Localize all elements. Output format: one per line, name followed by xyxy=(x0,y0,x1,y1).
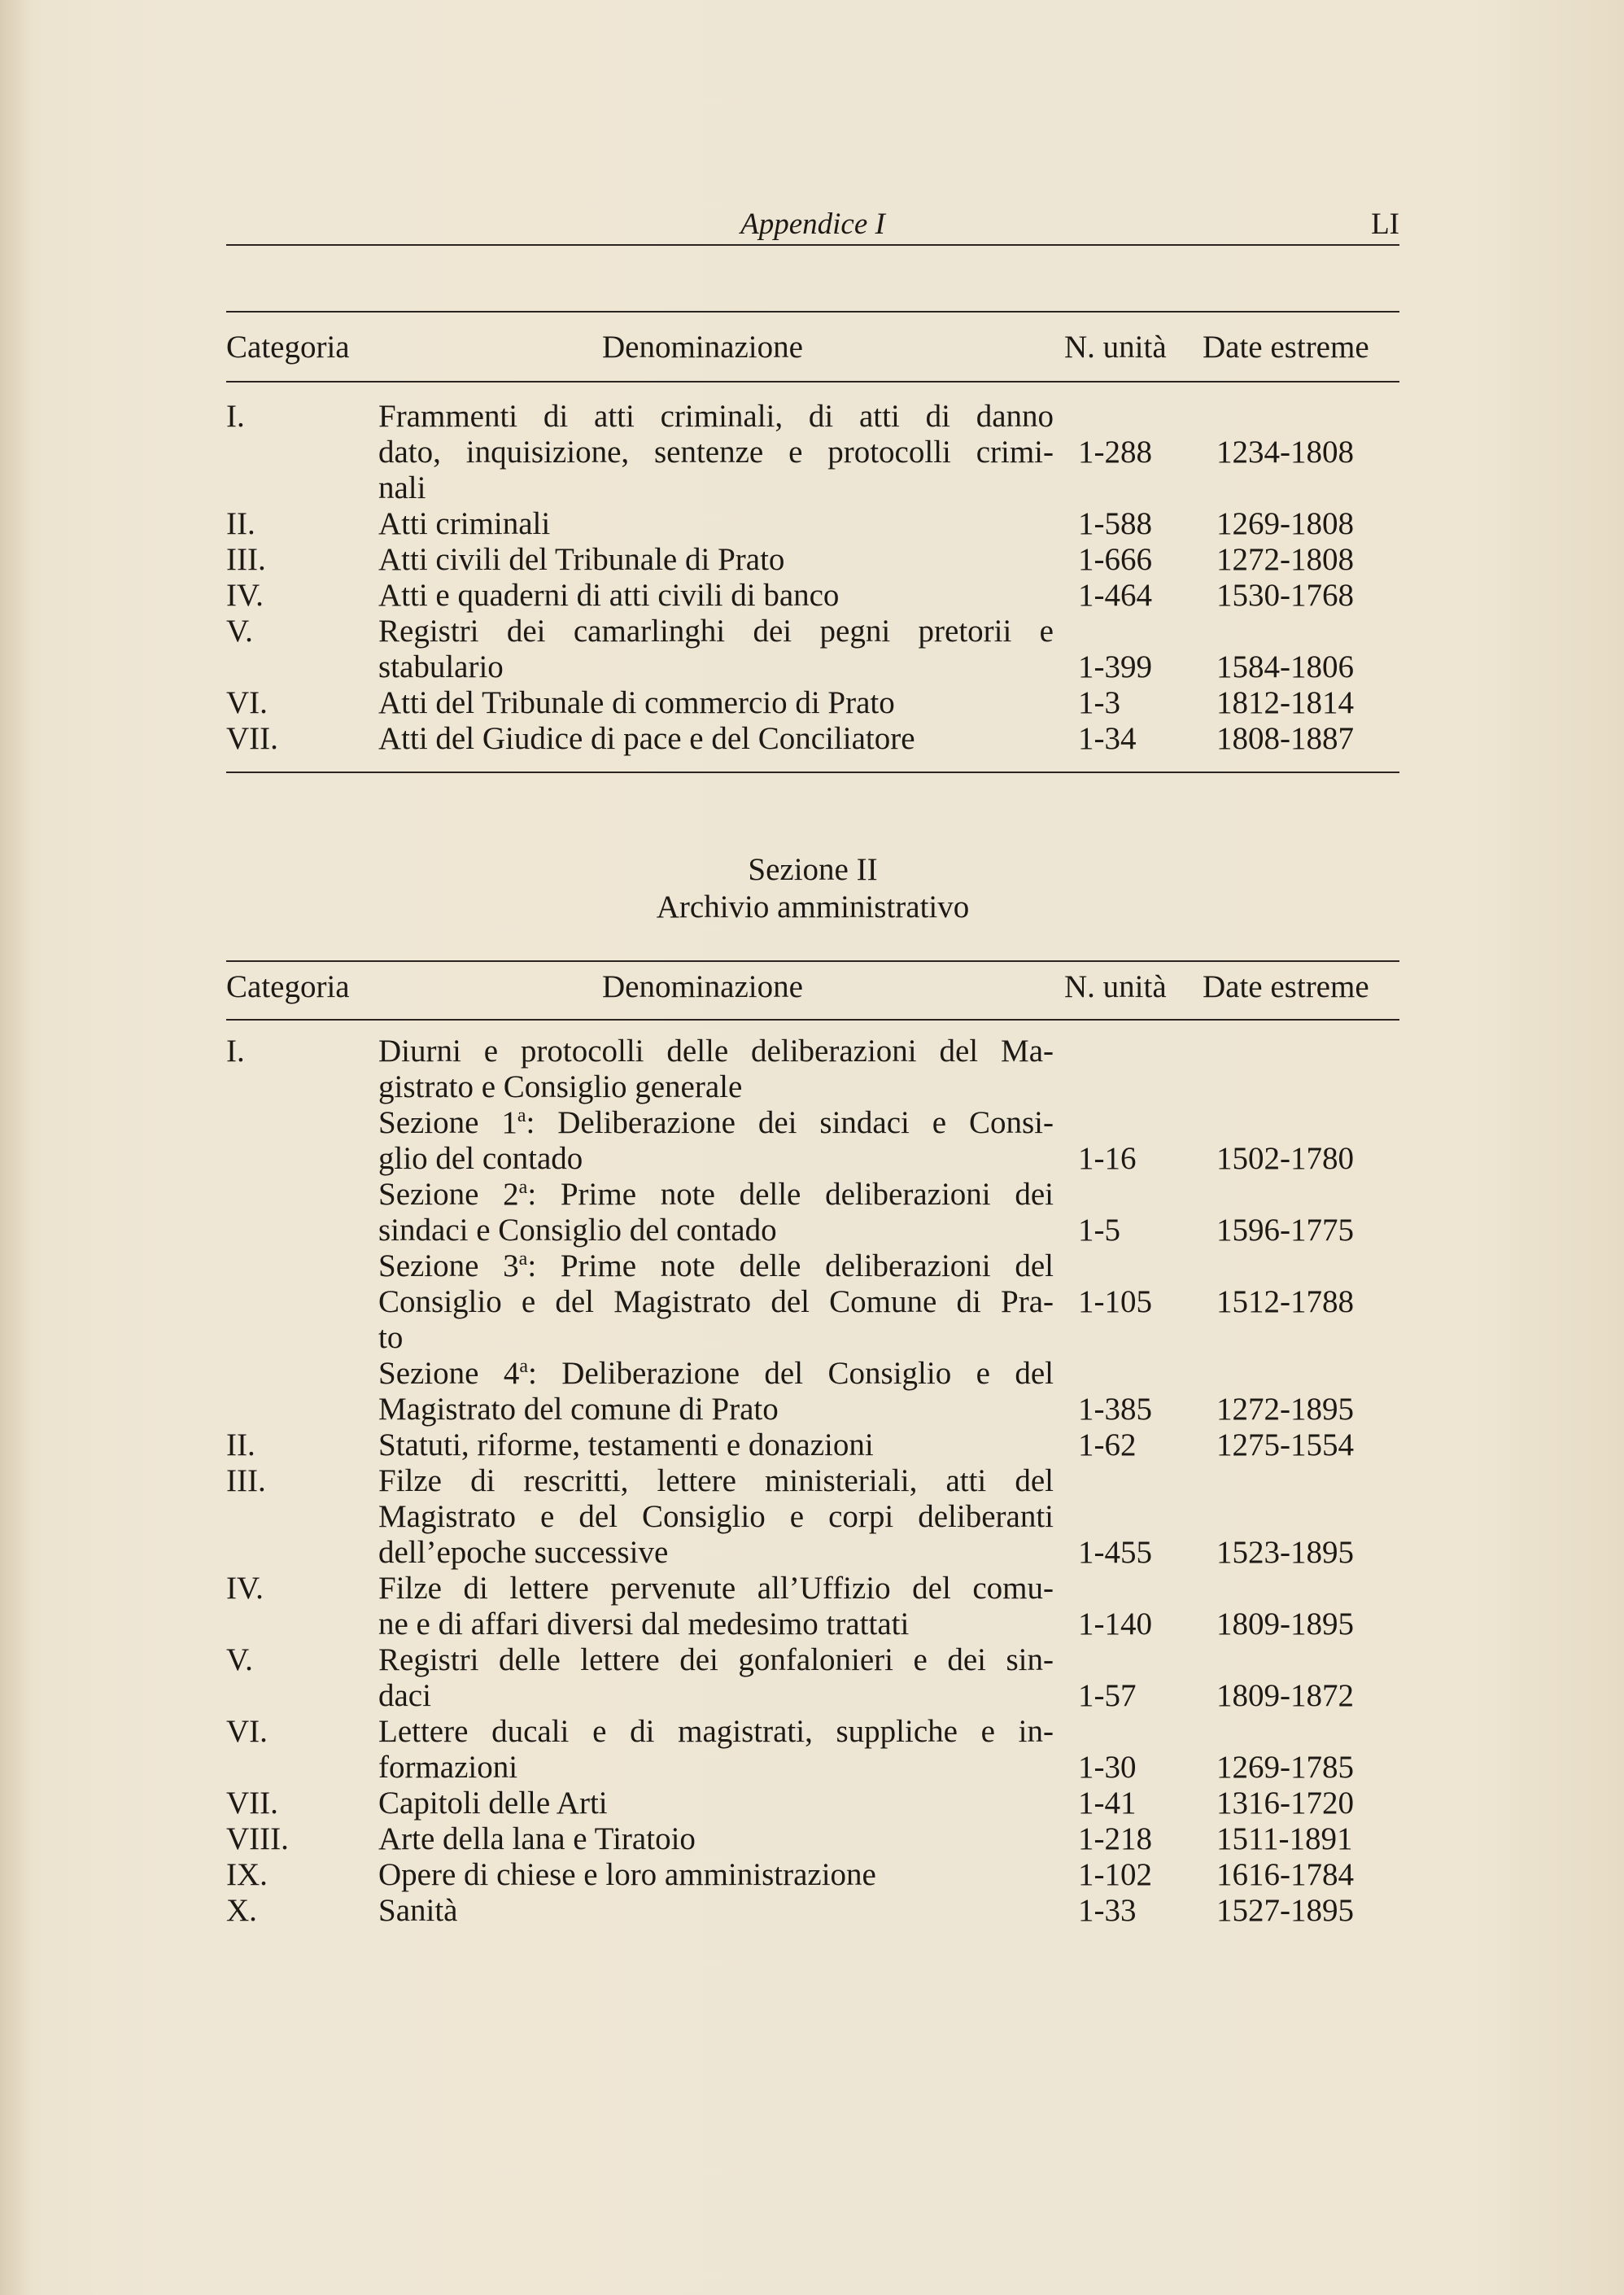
table-row xyxy=(226,506,1399,542)
row-denomination xyxy=(378,1893,1054,1929)
section-subtitle: Archivio amministrativo xyxy=(656,890,970,925)
row-category: II. xyxy=(226,1427,255,1462)
table1-header-category: Categoria xyxy=(226,330,350,365)
table-row xyxy=(226,1893,1399,1929)
table-row xyxy=(226,1248,1399,1356)
row-dates: 1809-1895 xyxy=(1216,1606,1354,1641)
denomination-line: Magistrato e del Consiglio e corpi deliberanti xyxy=(378,1499,1054,1534)
table2-header xyxy=(226,968,1399,1009)
section-title: Sezione II xyxy=(748,852,878,887)
table1-header xyxy=(226,329,1399,369)
row-units: 1-218 xyxy=(1078,1821,1152,1856)
row-category: II. xyxy=(226,506,255,541)
row-dates: 1523-1895 xyxy=(1216,1535,1354,1570)
denomination-line: stabulario xyxy=(378,649,504,684)
row-category: VI. xyxy=(226,1714,268,1749)
row-category: VI. xyxy=(226,685,268,720)
row-category: I. xyxy=(226,1034,245,1069)
denomination-line: glio del contado xyxy=(378,1141,583,1176)
table2-header-rule xyxy=(226,1019,1399,1021)
table-row xyxy=(226,399,1399,506)
table2-header-denomination: Denominazione xyxy=(602,969,803,1004)
row-units: 1-105 xyxy=(1078,1284,1152,1319)
table-row xyxy=(226,614,1399,685)
row-denomination xyxy=(378,1571,1054,1642)
row-denomination xyxy=(378,1821,1054,1857)
row-units: 1-455 xyxy=(1078,1535,1152,1570)
row-dates: 1511-1891 xyxy=(1216,1821,1353,1856)
table1-header-denomination: Denominazione xyxy=(602,330,803,365)
row-category: III. xyxy=(226,542,266,577)
row-units: 1-3 xyxy=(1078,685,1120,720)
row-units: 1-666 xyxy=(1078,542,1152,577)
table1-header-units: N. unità xyxy=(1064,330,1167,365)
row-denomination xyxy=(378,1642,1054,1714)
denomination-line: Capitoli delle Arti xyxy=(378,1786,608,1821)
row-category: I. xyxy=(226,399,245,434)
row-denomination xyxy=(378,1105,1054,1177)
denomination-line: nali xyxy=(378,470,426,505)
table-row xyxy=(226,1857,1399,1893)
row-category: V. xyxy=(226,1642,253,1677)
denomination-line: Filze di rescritti, lettere ministeriali, atti del xyxy=(378,1463,1054,1498)
denomination-line: gistrato e Consiglio generale xyxy=(378,1069,743,1104)
row-units: 1-62 xyxy=(1078,1427,1137,1462)
denomination-line: Consiglio e del Magistrato del Comune di Pra- xyxy=(378,1284,1054,1319)
denomination-line: Arte della lana e Tiratoio xyxy=(378,1821,696,1856)
row-category: VIII. xyxy=(226,1821,289,1856)
row-dates: 1527-1895 xyxy=(1216,1893,1354,1928)
denomination-line: dell’epoche successive xyxy=(378,1535,669,1570)
table-row xyxy=(226,1356,1399,1427)
denomination-line: dato, inquisizione, sentenze e protocolli crimi- xyxy=(378,435,1054,470)
row-dates: 1272-1808 xyxy=(1216,542,1354,577)
row-units: 1-288 xyxy=(1078,435,1152,470)
row-denomination xyxy=(378,1786,1054,1821)
denomination-line: Filze di lettere pervenute all’Uffizio del comu- xyxy=(378,1571,1054,1606)
row-units: 1-399 xyxy=(1078,649,1152,684)
denomination-line: Registri dei camarlinghi dei pegni pretorii e xyxy=(378,614,1054,649)
row-denomination xyxy=(378,506,1054,542)
table-row xyxy=(226,1105,1399,1177)
row-denomination xyxy=(378,1034,1054,1105)
table2-header-dates: Date estreme xyxy=(1203,969,1369,1004)
row-denomination xyxy=(378,1857,1054,1893)
row-denomination xyxy=(378,399,1054,506)
denomination-line: Sanità xyxy=(378,1893,458,1928)
table2-top-rule xyxy=(226,960,1399,962)
row-units: 1-30 xyxy=(1078,1750,1137,1785)
table-row xyxy=(226,1463,1399,1571)
row-denomination xyxy=(378,721,1054,757)
section-heading xyxy=(226,851,1399,926)
table1-body xyxy=(226,399,1399,757)
denomination-line: daci xyxy=(378,1678,431,1713)
row-units: 1-33 xyxy=(1078,1893,1137,1928)
table1-header-dates: Date estreme xyxy=(1203,330,1369,365)
denomination-line: Opere di chiese e loro amministrazione xyxy=(378,1857,876,1892)
row-dates: 1584-1806 xyxy=(1216,649,1354,684)
table-row xyxy=(226,1177,1399,1248)
row-dates: 1530-1768 xyxy=(1216,578,1354,613)
table-row xyxy=(226,685,1399,721)
table-row xyxy=(226,1034,1399,1105)
row-dates: 1812-1814 xyxy=(1216,685,1354,720)
table-row xyxy=(226,542,1399,578)
denomination-line: to xyxy=(378,1320,404,1355)
row-denomination xyxy=(378,685,1054,721)
denomination-line: Sezione 2$^a$: Prime note delle deliberazioni dei xyxy=(378,1177,1054,1212)
denomination-line: Registri delle lettere dei gonfalonieri e dei sin- xyxy=(378,1642,1054,1677)
table2-header-category: Categoria xyxy=(226,969,350,1004)
table-row xyxy=(226,1642,1399,1714)
row-denomination xyxy=(378,1356,1054,1427)
page-number: LI xyxy=(1371,208,1399,241)
row-dates: 1234-1808 xyxy=(1216,435,1354,470)
row-denomination xyxy=(378,578,1054,614)
table1-top-rule xyxy=(226,311,1399,313)
row-category: X. xyxy=(226,1893,257,1928)
denomination-line: Statuti, riforme, testamenti e donazioni xyxy=(378,1427,874,1462)
table-row xyxy=(226,578,1399,614)
denomination-line: sindaci e Consiglio del contado xyxy=(378,1213,777,1248)
row-dates: 1272-1895 xyxy=(1216,1392,1354,1427)
page-header xyxy=(226,203,1399,246)
row-category: V. xyxy=(226,614,253,649)
row-category: III. xyxy=(226,1463,266,1498)
row-units: 1-57 xyxy=(1078,1678,1137,1713)
row-dates: 1808-1887 xyxy=(1216,721,1354,756)
denomination-line: Atti e quaderni di atti civili di banco xyxy=(378,578,840,613)
table-row xyxy=(226,1714,1399,1786)
denomination-line: formazioni xyxy=(378,1750,518,1785)
row-units: 1-41 xyxy=(1078,1786,1137,1821)
row-category: IV. xyxy=(226,1571,264,1606)
row-denomination xyxy=(378,1714,1054,1786)
denomination-line: ne e di affari diversi dal medesimo trattati xyxy=(378,1606,910,1641)
denomination-line: Diurni e protocolli delle deliberazioni del Ma- xyxy=(378,1034,1054,1069)
denomination-line: Sezione 4$^a$: Deliberazione del Consiglio e del xyxy=(378,1356,1054,1391)
row-units: 1-34 xyxy=(1078,721,1137,756)
row-category: IX. xyxy=(226,1857,268,1892)
row-dates: 1512-1788 xyxy=(1216,1284,1354,1319)
denomination-line: Atti del Giudice di pace e del Conciliatore xyxy=(378,721,915,756)
row-units: 1-102 xyxy=(1078,1857,1152,1892)
row-units: 1-16 xyxy=(1078,1141,1137,1176)
denomination-line: Atti del Tribunale di commercio di Prato xyxy=(378,685,895,720)
running-title: Appendice I xyxy=(740,208,885,241)
row-dates: 1269-1808 xyxy=(1216,506,1354,541)
table1-header-rule xyxy=(226,381,1399,382)
row-category: VII. xyxy=(226,721,278,756)
denomination-line: Sezione 1$^a$: Deliberazione dei sindaci e Consi- xyxy=(378,1105,1054,1140)
row-units: 1-140 xyxy=(1078,1606,1152,1641)
row-denomination xyxy=(378,614,1054,685)
denomination-line: Atti civili del Tribunale di Prato xyxy=(378,542,785,577)
row-units: 1-385 xyxy=(1078,1392,1152,1427)
denomination-line: Magistrato del comune di Prato xyxy=(378,1392,779,1427)
row-dates: 1502-1780 xyxy=(1216,1141,1354,1176)
denomination-line: Lettere ducali e di magistrati, suppliche e in- xyxy=(378,1714,1054,1749)
row-dates: 1616-1784 xyxy=(1216,1857,1354,1892)
row-units: 1-464 xyxy=(1078,578,1152,613)
row-dates: 1316-1720 xyxy=(1216,1786,1354,1821)
table-row xyxy=(226,1427,1399,1463)
row-category: VII. xyxy=(226,1786,278,1821)
table-row xyxy=(226,1571,1399,1642)
denomination-line: Sezione 3$^a$: Prime note delle deliberazioni del xyxy=(378,1248,1054,1283)
table2-header-units: N. unità xyxy=(1064,969,1167,1004)
table-row xyxy=(226,1821,1399,1857)
denomination-line: Frammenti di atti criminali, di atti di danno xyxy=(378,399,1054,434)
row-denomination xyxy=(378,1463,1054,1571)
row-denomination xyxy=(378,1427,1054,1463)
table1-bottom-rule xyxy=(226,772,1399,773)
table-row xyxy=(226,1786,1399,1821)
denomination-line: Atti criminali xyxy=(378,506,551,541)
table-row xyxy=(226,721,1399,757)
row-denomination xyxy=(378,542,1054,578)
row-denomination xyxy=(378,1248,1054,1356)
row-dates: 1596-1775 xyxy=(1216,1213,1354,1248)
row-dates: 1809-1872 xyxy=(1216,1678,1354,1713)
row-dates: 1275-1554 xyxy=(1216,1427,1354,1462)
row-units: 1-5 xyxy=(1078,1213,1120,1248)
row-category: IV. xyxy=(226,578,264,613)
row-denomination xyxy=(378,1177,1054,1248)
table2-body xyxy=(226,1034,1399,1929)
row-units: 1-588 xyxy=(1078,506,1152,541)
row-dates: 1269-1785 xyxy=(1216,1750,1354,1785)
